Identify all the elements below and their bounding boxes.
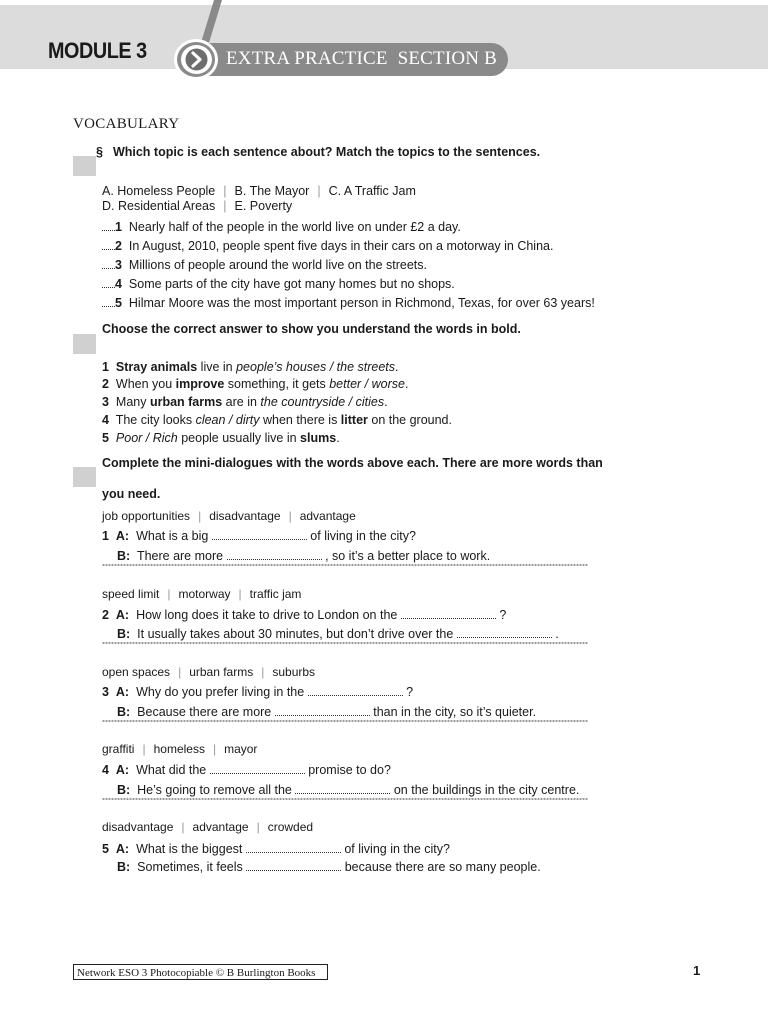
text: are in: [222, 395, 261, 409]
wavy-divider: [102, 641, 588, 645]
separator: |: [317, 184, 321, 198]
section-heading: VOCABULARY: [73, 116, 180, 132]
text: ?: [499, 608, 507, 622]
topic-row-1: [102, 184, 416, 198]
ex1-item: [102, 277, 455, 291]
item-number: 2: [102, 377, 109, 391]
speaker-label: A:: [115, 529, 130, 543]
answer-blank[interactable]: [246, 842, 341, 853]
speaker-label: B:: [117, 627, 131, 641]
word: disadvantage: [209, 509, 281, 523]
answer-blank[interactable]: [102, 258, 115, 269]
topic-e: E. Poverty: [234, 199, 293, 213]
module-title: MODULE 3: [48, 38, 147, 63]
answer-blank[interactable]: [212, 529, 307, 540]
text: something, it gets: [224, 377, 330, 391]
topic-a: A. Homeless People: [102, 184, 216, 198]
answer-blank[interactable]: [102, 239, 115, 250]
text: on the ground.: [367, 413, 452, 427]
separator: |: [223, 184, 227, 198]
header-slash-decoration: [200, 0, 222, 46]
word: advantage: [192, 820, 249, 834]
banner-title: EXTRA PRACTICE SECTION B: [226, 48, 498, 69]
ex1-item: [102, 220, 461, 234]
separator: |: [142, 742, 146, 756]
item-number: 2: [115, 239, 122, 253]
text: people usually live in: [177, 431, 301, 445]
exercise-1-instruction-text: Which topic is each sentence about? Match the topics to the sentences.: [112, 145, 541, 159]
item-number: 3: [115, 258, 122, 272]
item-text: Some parts of the city have got many homes but no shops.: [128, 277, 455, 291]
item-number: 4: [102, 413, 109, 427]
dialogue-line-b: [117, 783, 579, 797]
topic-row-2: [102, 199, 292, 213]
exercise-1-marker-box: [73, 156, 96, 176]
speaker-label: A:: [115, 842, 130, 856]
speaker-label: A:: [115, 763, 130, 777]
word: urban farms: [189, 665, 254, 679]
topic-d: D. Residential Areas: [102, 199, 216, 213]
dialogue-line-b: [117, 705, 536, 719]
separator: |: [198, 509, 202, 523]
word: suburbs: [272, 665, 316, 679]
answer-blank[interactable]: [246, 860, 341, 871]
speaker-label: B:: [117, 705, 131, 719]
text: .: [555, 627, 559, 641]
text: Sometimes, it feels: [137, 860, 243, 874]
word: advantage: [299, 509, 356, 523]
word: traffic jam: [249, 587, 302, 601]
ex2-item: [102, 377, 408, 391]
answer-blank[interactable]: [275, 705, 370, 716]
text: Why do you prefer living in the: [136, 685, 305, 699]
word-bank: [102, 742, 257, 756]
text: on the buildings in the city centre.: [393, 783, 580, 797]
exercise-3-marker-box: [73, 467, 96, 487]
separator: |: [223, 199, 227, 213]
ex2-item: [102, 413, 452, 427]
exercise-2-marker-box: [73, 334, 96, 354]
text: When you: [115, 377, 176, 391]
ex1-item: [102, 239, 553, 253]
word-bank: [102, 587, 301, 601]
speaker-label: B:: [117, 860, 131, 874]
dialogue-line-b: [117, 549, 490, 563]
answer-blank[interactable]: [102, 277, 115, 288]
item-number: 5: [102, 431, 109, 445]
ex1-item: [102, 296, 595, 310]
item-text: In August, 2010, people spent five days in their cars on a motorway in China.: [128, 239, 554, 253]
word: graffiti: [102, 742, 135, 756]
item-number: 2: [102, 608, 109, 622]
separator: |: [167, 587, 171, 601]
wavy-divider: [102, 797, 588, 801]
dialogue-line-a: [102, 763, 391, 777]
choice-options[interactable]: clean / dirty: [195, 413, 260, 427]
text: What is the biggest: [136, 842, 243, 856]
exercise-3-instruction-line-2: you need.: [102, 487, 161, 501]
item-text: Nearly half of the people in the world live on under £2 a day.: [128, 220, 461, 234]
dialogue-line-a: [102, 685, 413, 699]
text: He’s going to remove all the: [137, 783, 292, 797]
item-number: 1: [102, 529, 109, 543]
exercise-3-instruction-line-1: Complete the mini-dialogues with the words above each. There are more words than: [102, 456, 603, 470]
text: The city looks: [115, 413, 196, 427]
separator: |: [256, 820, 260, 834]
answer-blank[interactable]: [227, 549, 322, 560]
item-number: 5: [102, 842, 109, 856]
answer-blank[interactable]: [308, 685, 403, 696]
text: , so it’s a better place to work.: [325, 549, 491, 563]
answer-blank[interactable]: [457, 627, 552, 638]
item-number: 1: [102, 360, 109, 374]
separator: |: [288, 509, 292, 523]
bold-word: Stray animals: [115, 360, 198, 374]
text: It usually takes about 30 minutes, but don’t drive over the: [137, 627, 454, 641]
word-bank: [102, 820, 313, 834]
choice-options[interactable]: Poor / Rich: [115, 431, 178, 445]
choice-options[interactable]: better / worse: [329, 377, 405, 391]
text: .: [384, 395, 388, 409]
speaker-label: A:: [115, 685, 130, 699]
word: homeless: [153, 742, 205, 756]
ex2-item: [102, 360, 399, 374]
text: What is a big: [136, 529, 209, 543]
bold-word: improve: [175, 377, 225, 391]
separator: |: [238, 587, 242, 601]
answer-blank[interactable]: [102, 220, 115, 231]
text: live in: [197, 360, 237, 374]
answer-blank[interactable]: [295, 783, 390, 794]
text: How long does it take to drive to London on the: [136, 608, 398, 622]
ex2-item: [102, 395, 388, 409]
item-text: Millions of people around the world live on the streets.: [128, 258, 427, 272]
choice-options[interactable]: people’s houses / the streets: [236, 360, 396, 374]
word: job opportunities: [102, 509, 191, 523]
text: when there is: [259, 413, 341, 427]
word-bank: [102, 665, 315, 679]
wavy-divider: [102, 563, 588, 567]
topic-b: B. The Mayor: [234, 184, 310, 198]
item-number: 5: [115, 296, 122, 310]
answer-blank[interactable]: [102, 296, 115, 307]
dialogue-line-a: [102, 529, 416, 543]
section-symbol: §: [96, 145, 103, 159]
item-number: 3: [102, 395, 109, 409]
chevron-right-icon: [181, 45, 212, 74]
topic-c: C. A Traffic Jam: [328, 184, 416, 198]
item-number: 4: [102, 763, 109, 777]
speaker-label: B:: [117, 783, 131, 797]
bold-word: urban farms: [149, 395, 223, 409]
word: disadvantage: [102, 820, 174, 834]
speaker-label: A:: [115, 608, 130, 622]
speaker-label: B:: [117, 549, 131, 563]
bold-word: litter: [340, 413, 368, 427]
word: open spaces: [102, 665, 171, 679]
exercise-2-instruction: Choose the correct answer to show you understand the words in bold.: [102, 322, 521, 336]
text: than in the city, so it’s quieter.: [373, 705, 537, 719]
separator: |: [178, 665, 182, 679]
ex1-item: [102, 258, 427, 272]
word: speed limit: [102, 587, 160, 601]
text: of living in the city?: [310, 529, 416, 543]
separator: |: [212, 742, 217, 756]
separator: |: [261, 665, 265, 679]
choice-options[interactable]: the countryside / cities: [260, 395, 385, 409]
answer-blank[interactable]: [401, 608, 496, 619]
word-bank: [102, 509, 356, 523]
text: Because there are more: [137, 705, 272, 719]
word: motorway: [178, 587, 231, 601]
text: .: [395, 360, 399, 374]
bold-word: slums: [300, 431, 337, 445]
footer-copyright: Network ESO 3 Photocopiable © B Burlington Books: [73, 964, 328, 980]
item-number: 3: [102, 685, 109, 699]
dialogue-line-b: [117, 627, 559, 641]
text: because there are so many people.: [344, 860, 541, 874]
text: .: [404, 377, 409, 391]
dialogue-line-a: [102, 842, 450, 856]
page-number: 1: [693, 963, 701, 978]
ex2-item: [102, 431, 340, 445]
text: ?: [406, 685, 414, 699]
answer-blank[interactable]: [210, 763, 305, 774]
wavy-divider: [102, 719, 588, 723]
text: There are more: [136, 549, 224, 563]
dialogue-line-b: [117, 860, 541, 874]
separator: |: [181, 820, 185, 834]
dialogue-line-a: [102, 608, 506, 622]
word: crowded: [267, 820, 314, 834]
item-number: 4: [115, 277, 122, 291]
item-number: 1: [115, 220, 122, 234]
word: mayor: [224, 742, 258, 756]
text: promise to do?: [308, 763, 391, 777]
text: of living in the city?: [344, 842, 450, 856]
exercise-1-instruction: [96, 145, 540, 159]
text: What did the: [136, 763, 207, 777]
text: Many: [115, 395, 150, 409]
item-text: Hilmar Moore was the most important person in Richmond, Texas, for over 63 years!: [128, 296, 595, 310]
text: .: [336, 431, 340, 445]
